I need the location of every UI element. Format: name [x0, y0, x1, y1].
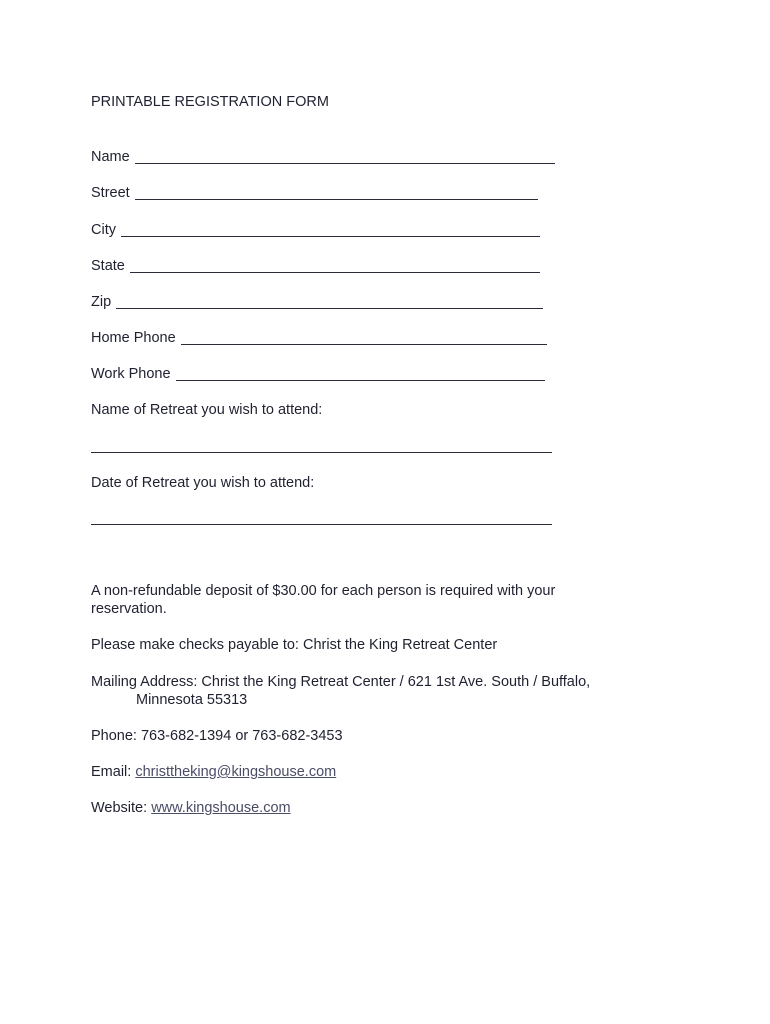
work-phone-field — [91, 363, 545, 383]
home-phone-blank-line[interactable] — [181, 330, 547, 345]
retreat-date-label: Date of Retreat you wish to attend: — [91, 475, 315, 491]
street-blank-line[interactable] — [135, 185, 538, 200]
mailing-line-2: Minnesota 55313 — [136, 692, 248, 708]
deposit-line-1: A non-refundable deposit of $30.00 for each person is required with your — [91, 583, 556, 599]
email-link[interactable]: christtheking@kingshouse.com — [135, 764, 337, 780]
state-label: State — [91, 258, 125, 274]
email-row — [91, 763, 336, 781]
home-phone-label: Home Phone — [91, 330, 176, 346]
retreat-name-label: Name of Retreat you wish to attend: — [91, 402, 323, 418]
street-label: Street — [91, 185, 130, 201]
mailing-line-1: Mailing Address: Christ the King Retreat Center / 621 1st Ave. South / Buffalo, — [91, 674, 591, 690]
city-field — [91, 219, 540, 239]
deposit-notice — [91, 582, 651, 618]
retreat-name-blank-line[interactable] — [91, 452, 552, 453]
work-phone-blank-line[interactable] — [176, 366, 545, 381]
mailing-address — [91, 673, 691, 709]
city-blank-line[interactable] — [121, 222, 540, 237]
phone-numbers: Phone: 763-682-1394 or 763-682-3453 — [91, 728, 343, 744]
name-label: Name — [91, 149, 130, 165]
zip-field — [91, 291, 543, 311]
zip-blank-line[interactable] — [116, 294, 543, 309]
name-field — [91, 146, 555, 166]
deposit-line-2: reservation. — [91, 601, 167, 617]
website-label: Website: — [91, 800, 152, 816]
name-blank-line[interactable] — [135, 149, 555, 164]
checks-payable: Please make checks payable to: Christ the King Retreat Center — [91, 637, 498, 653]
page-title: PRINTABLE REGISTRATION FORM — [91, 94, 329, 110]
website-link[interactable]: www.kingshouse.com — [151, 800, 291, 816]
email-label: Email: — [91, 764, 136, 780]
home-phone-field — [91, 327, 547, 347]
city-label: City — [91, 222, 116, 238]
state-blank-line[interactable] — [130, 258, 540, 273]
work-phone-label: Work Phone — [91, 366, 171, 382]
retreat-date-blank-line[interactable] — [91, 524, 552, 525]
street-field — [91, 182, 538, 202]
state-field — [91, 255, 540, 275]
zip-label: Zip — [91, 294, 112, 310]
website-row — [91, 799, 291, 817]
